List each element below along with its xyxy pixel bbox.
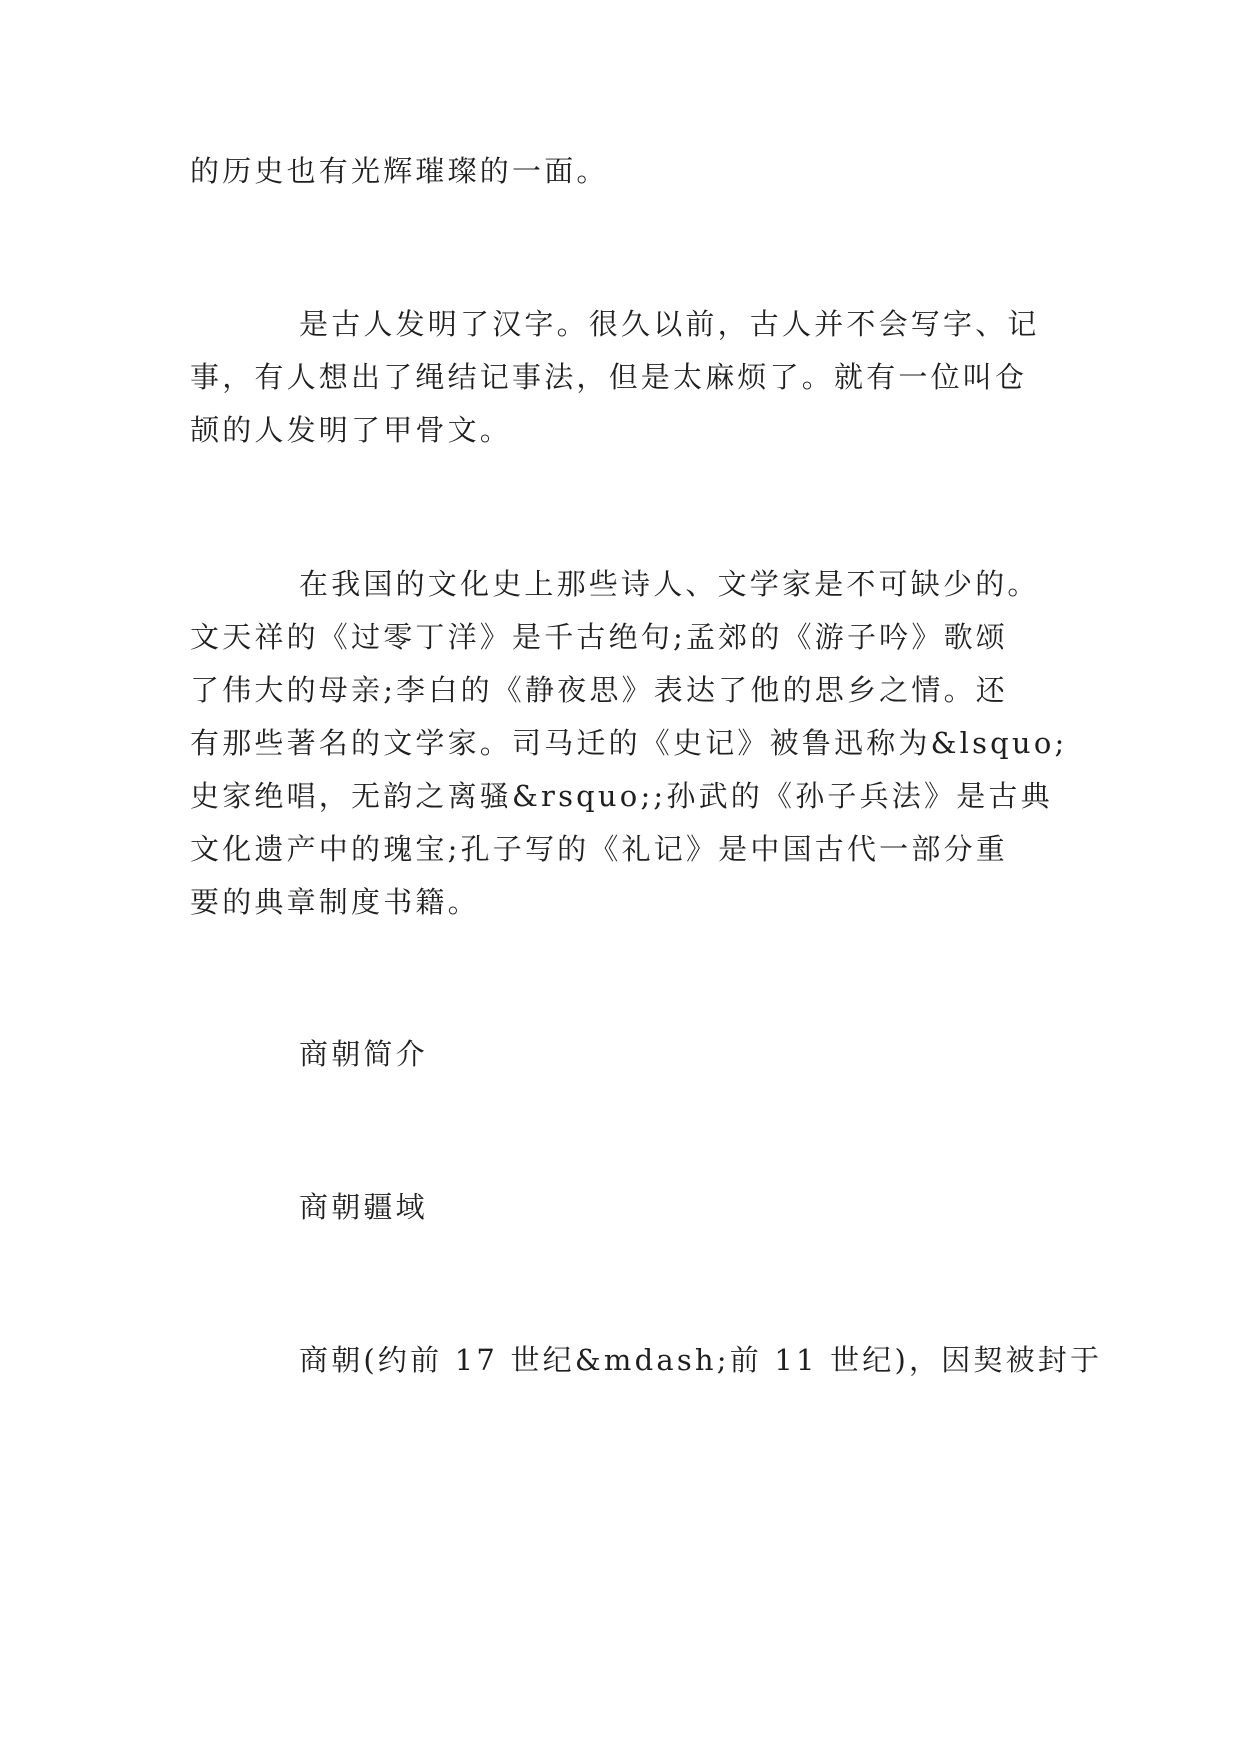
paragraph-line: 颉的人发明了甲骨文。 xyxy=(190,413,513,447)
section-heading: 商朝简介 xyxy=(299,1037,428,1071)
paragraph-line: 事，有人想出了绳结记事法，但是太麻烦了。就有一位叫仓 xyxy=(190,360,1028,394)
paragraph-line: 了伟大的母亲;李白的《静夜思》表达了他的思乡之情。还 xyxy=(190,673,1008,707)
paragraph-line: 有那些著名的文学家。司马迁的《史记》被鲁迅称为&lsquo; xyxy=(190,726,1068,760)
paragraph-line: 文天祥的《过零丁洋》是千古绝句;孟郊的《游子吟》歌颂 xyxy=(190,620,1008,654)
paragraph-line: 文化遗产中的瑰宝;孔子写的《礼记》是中国古代一部分重 xyxy=(190,832,1008,866)
paragraph-line: 史家绝唱，无韵之离骚&rsquo;;孙武的《孙子兵法》是古典 xyxy=(190,779,1053,813)
paragraph-line: 的历史也有光辉璀璨的一面。 xyxy=(190,154,609,188)
paragraph-line: 是古人发明了汉字。很久以前，古人并不会写字、记 xyxy=(299,307,1040,341)
section-heading: 商朝疆域 xyxy=(299,1190,428,1224)
paragraph-line: 在我国的文化史上那些诗人、文学家是不可缺少的。 xyxy=(299,567,1040,601)
paragraph-line: 商朝(约前 17 世纪&mdash;前 11 世纪)，因契被封于 xyxy=(299,1343,1103,1377)
paragraph-line: 要的典章制度书籍。 xyxy=(190,885,480,919)
